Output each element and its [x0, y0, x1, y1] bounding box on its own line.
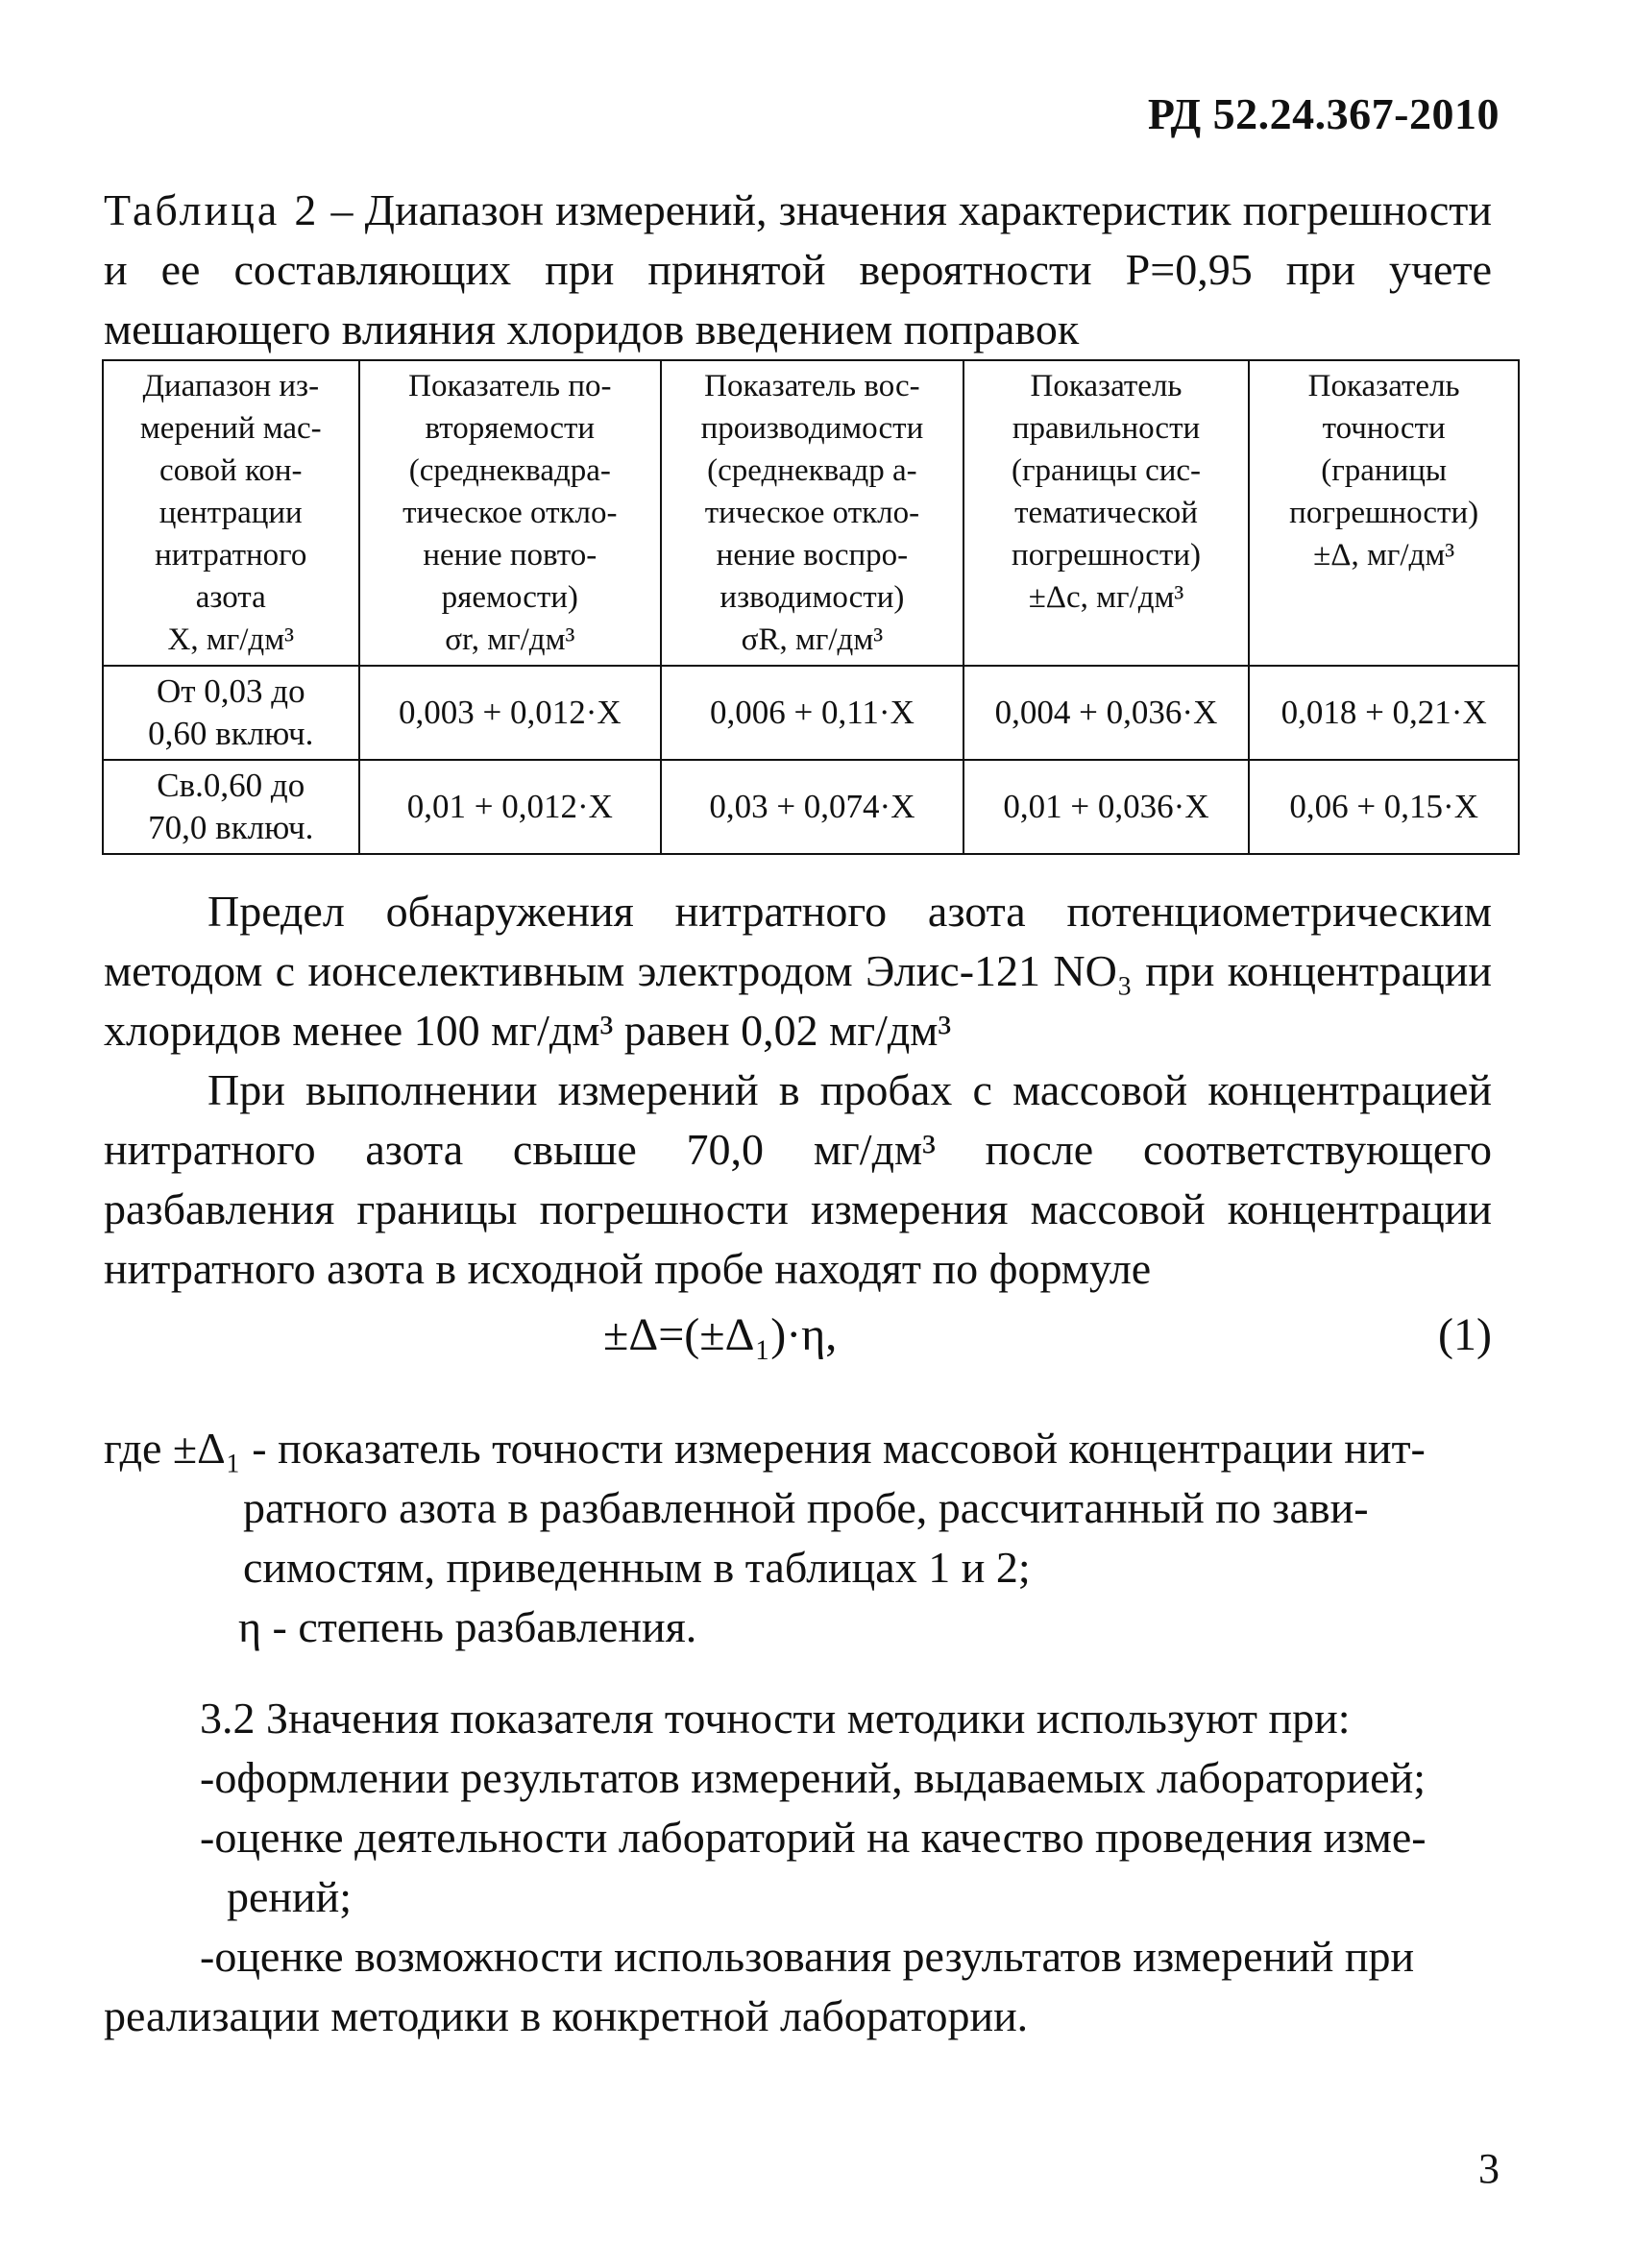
header-line: нение повто-	[423, 538, 598, 573]
legend-line: где ±Δ₁ - показатель точности измерения массовой концентрации нит-	[104, 1424, 1426, 1473]
accuracy-cell: 0,018 + 0,21·Х	[1249, 666, 1519, 760]
header-line: мерений мас-	[139, 411, 322, 446]
table-header-row	[103, 360, 1519, 666]
header-line: (границы сис-	[1012, 453, 1202, 488]
list-item-continuation: реализации методики в конкретной лаборатории.	[104, 1991, 1029, 2040]
header-repeatability	[359, 360, 662, 666]
table-caption-lead: Таблица 2	[104, 185, 320, 234]
header-line: Показатель вос-	[704, 369, 920, 403]
table-row	[103, 760, 1519, 854]
header-line: σR, мг/дм³	[741, 622, 884, 657]
reproducibility-cell: 0,006 + 0,11·Х	[661, 666, 963, 760]
header-line: азота	[195, 580, 266, 615]
header-line: (границы	[1321, 453, 1448, 488]
formula-expression: ±Δ=(±Δ₁)·η,	[603, 1309, 838, 1360]
header-line: тическое откло-	[402, 496, 618, 530]
header-line: ряемости)	[441, 580, 578, 615]
header-accuracy	[1249, 360, 1519, 666]
header-line: Показатель по-	[408, 369, 612, 403]
header-line: ±Δ, мг/дм³	[1313, 538, 1455, 573]
header-line: Диапазон из-	[142, 369, 320, 403]
measurement-table	[102, 359, 1520, 855]
header-line: совой кон-	[159, 453, 303, 488]
document-code: РД 52.24.367-2010	[1147, 89, 1500, 138]
dilution-paragraph: При выполнении измерений в пробах с массовой концентрацией нитратного азота свыше 70,0 мг/дм³ после соответствующего разбавления границы погрешности измерения массовой концентрации нитратного азота в исходной пробе находят по формуле	[104, 1065, 1492, 1293]
header-line: изводимости)	[719, 580, 905, 615]
repeatability-cell: 0,003 + 0,012·Х	[359, 666, 662, 760]
list-item: -оценке возможности использования результатов измерений при	[200, 1932, 1415, 1981]
header-line: нитратного	[155, 538, 307, 573]
header-line: нение воспро-	[716, 538, 909, 573]
header-line: ±Δс, мг/дм³	[1028, 580, 1184, 615]
table-caption	[104, 181, 1492, 359]
header-line: тическое откло-	[704, 496, 920, 530]
accuracy-cell: 0,06 + 0,15·Х	[1249, 760, 1519, 854]
header-line: вторяемости	[425, 411, 596, 446]
legend-line: симостям, приведенным в таблицах 1 и 2;	[243, 1543, 1031, 1592]
table-caption-text: – Диапазон измерений, значения характеристик погрешности и ее составляющих при принятой вероятности Р=0,95 при учете мешающего влияния хлоридов введением поправок	[104, 185, 1492, 354]
header-reproducibility	[661, 360, 963, 666]
table-row	[103, 666, 1519, 760]
header-line: Х, мг/дм³	[167, 622, 294, 657]
correctness-cell: 0,01 + 0,036·Х	[963, 760, 1250, 854]
range-cell: От 0,03 до 0,60 включ.	[103, 666, 359, 760]
detection-limit-paragraph: Предел обнаружения нитратного азота потенциометрическим методом с ионселективным электродом Элис-121 NO₃ при концентрации хлоридов менее 100 мг/дм³ равен 0,02 мг/дм³	[104, 887, 1492, 1055]
reproducibility-cell: 0,03 + 0,074·Х	[661, 760, 963, 854]
page-number: 3	[1478, 2145, 1500, 2192]
formula	[104, 1308, 1492, 1376]
header-line: (среднеквадра-	[408, 453, 611, 488]
repeatability-cell: 0,01 + 0,012·Х	[359, 760, 662, 854]
list-item: -оформлении результатов измерений, выдаваемых лабораторией;	[200, 1753, 1426, 1802]
list-item-continuation: рений;	[227, 1872, 353, 1921]
range-cell: Св.0,60 до 70,0 включ.	[103, 760, 359, 854]
header-range	[103, 360, 359, 666]
header-line: погрешности)	[1289, 496, 1479, 530]
header-correctness	[963, 360, 1250, 666]
list-item: -оценке деятельности лабораторий на качество проведения изме-	[200, 1813, 1427, 1862]
section-3-2	[104, 1689, 1492, 2046]
legend-eta: η - степень разбавления.	[238, 1602, 697, 1651]
header-line: правильности	[1012, 411, 1201, 446]
header-line: центрации	[159, 496, 303, 530]
formula-number: (1)	[1438, 1309, 1492, 1360]
header-line: точности	[1322, 411, 1446, 446]
header-line: Показатель	[1307, 369, 1460, 403]
header-line: тематической	[1014, 496, 1198, 530]
header-line: Показатель	[1030, 369, 1183, 403]
header-line: σr, мг/дм³	[445, 622, 575, 657]
header-line: (среднеквадр а-	[707, 453, 917, 488]
correctness-cell: 0,004 + 0,036·Х	[963, 666, 1250, 760]
section-heading: 3.2 Значения показателя точности методики используют при:	[200, 1694, 1351, 1743]
legend-line: ратного азота в разбавленной пробе, рассчитанный по зави-	[243, 1483, 1369, 1532]
header-line: погрешности)	[1012, 538, 1201, 573]
header-line: производимости	[700, 411, 924, 446]
formula-legend	[104, 1419, 1492, 1657]
